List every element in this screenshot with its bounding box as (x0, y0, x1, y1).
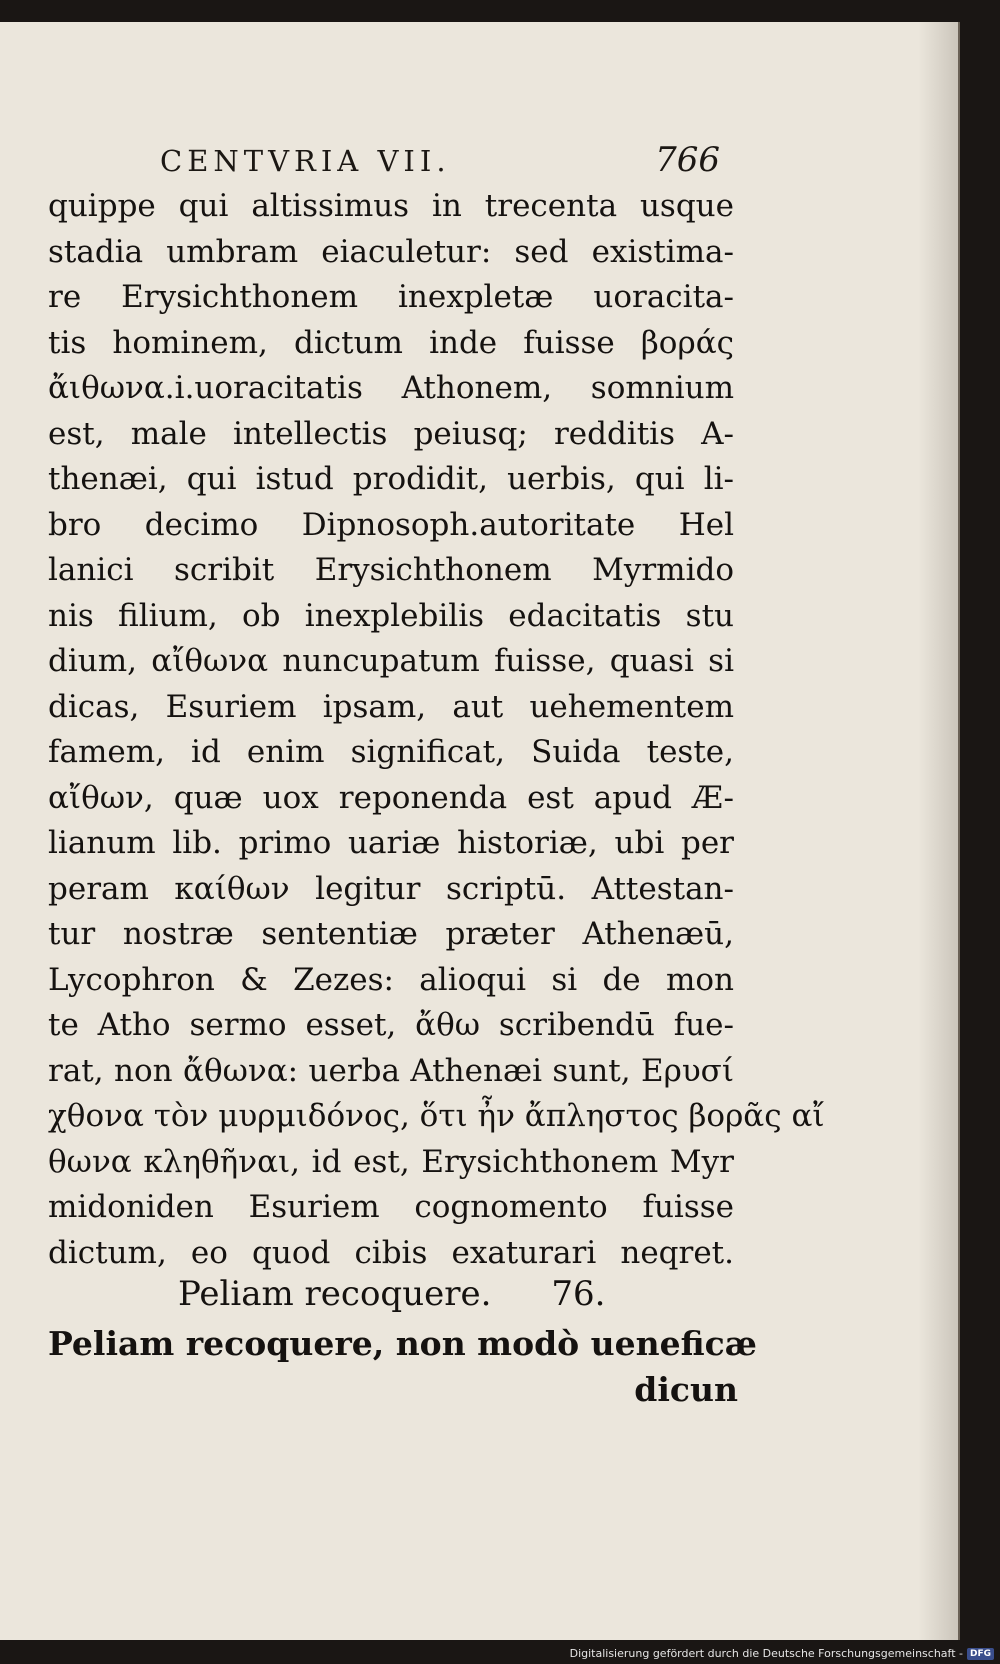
catchword: dicun (634, 1369, 738, 1409)
text-line: peram καίθων legitur scriptū. Attestan- (48, 870, 734, 907)
text-line: re Erysichthonem inexpletæ uoracita- (48, 279, 734, 315)
section-heading (178, 1274, 605, 1314)
text-line: est, male intellectis peiusq; redditis A- (48, 415, 734, 452)
digitization-footer (570, 1647, 994, 1660)
text-line: dicas, Esuriem ipsam, aut uehementem (48, 688, 734, 725)
section-title: Peliam recoquere. (178, 1274, 492, 1314)
text-line: bro decimo Dipnosoph.autoritate Hel (48, 506, 734, 543)
running-title: CENTVRIA VII. (160, 144, 451, 178)
text-line: rat, non ἄθωνα: uerba Athenæi sunt, Ερυσί (48, 1052, 734, 1089)
text-line: quippe qui altissimus in trecenta usque (48, 188, 734, 224)
page-number: 766 (655, 140, 720, 180)
section-number: 76. (551, 1274, 606, 1314)
text-line: Lycophron & Zezes: alioqui si de mon (48, 961, 734, 998)
text-line: tur nostræ sententiæ præter Athenæū, (48, 916, 734, 952)
text-line: tis hominem, dictum inde fuisse βοράς (48, 324, 734, 361)
text-line: midoniden Esuriem cognomento fuisse (48, 1189, 734, 1225)
footer-credit: Digitalisierung gefördert durch die Deutsche Forschungsgemeinschaft - (569, 1647, 963, 1660)
book-page (0, 22, 960, 1640)
page-shading (918, 22, 958, 1640)
text-line: te Atho sermo esset, ἄθω scribendū fue- (48, 1007, 734, 1043)
running-header (160, 140, 720, 180)
text-line: αἴθων, quæ uox reponenda est apud Æ- (48, 779, 734, 816)
text-line: χθονα τὸν μυρμιδόνος, ὅτι ἦν ἄπληστος βορᾶς αἴ (48, 1098, 825, 1134)
text-line: dium, αἴθωνα nuncupatum fuisse, quasi si (48, 643, 734, 679)
text-line: θωνα κληθῆναι, id est, Erysichthonem Myr (48, 1143, 734, 1180)
text-line: stadia umbram eiaculetur: sed existima- (48, 233, 734, 270)
text-line: Peliam recoquere, non modò ueneficæ (48, 1324, 757, 1363)
text-line: lanici scribit Erysichthonem Myrmido (48, 552, 734, 588)
text-line: dictum, eo quod cibis exaturari neqret. (48, 1234, 734, 1271)
body-text (48, 184, 825, 1276)
text-line: nis filium, ob inexplebilis edacitatis stu (48, 597, 734, 634)
text-line: lianum lib. primo uariæ historiæ, ubi per (48, 825, 734, 861)
text-line: ἄιθωνα.i.uoracitatis Athonem, somnium (48, 370, 734, 406)
section-body (48, 1320, 757, 1414)
text-line: thenæi, qui istud prodidit, uerbis, qui li- (48, 461, 734, 497)
dfg-logo-icon: DFG (967, 1648, 994, 1660)
text-line: famem, id enim significat, Suida teste, (48, 734, 734, 770)
